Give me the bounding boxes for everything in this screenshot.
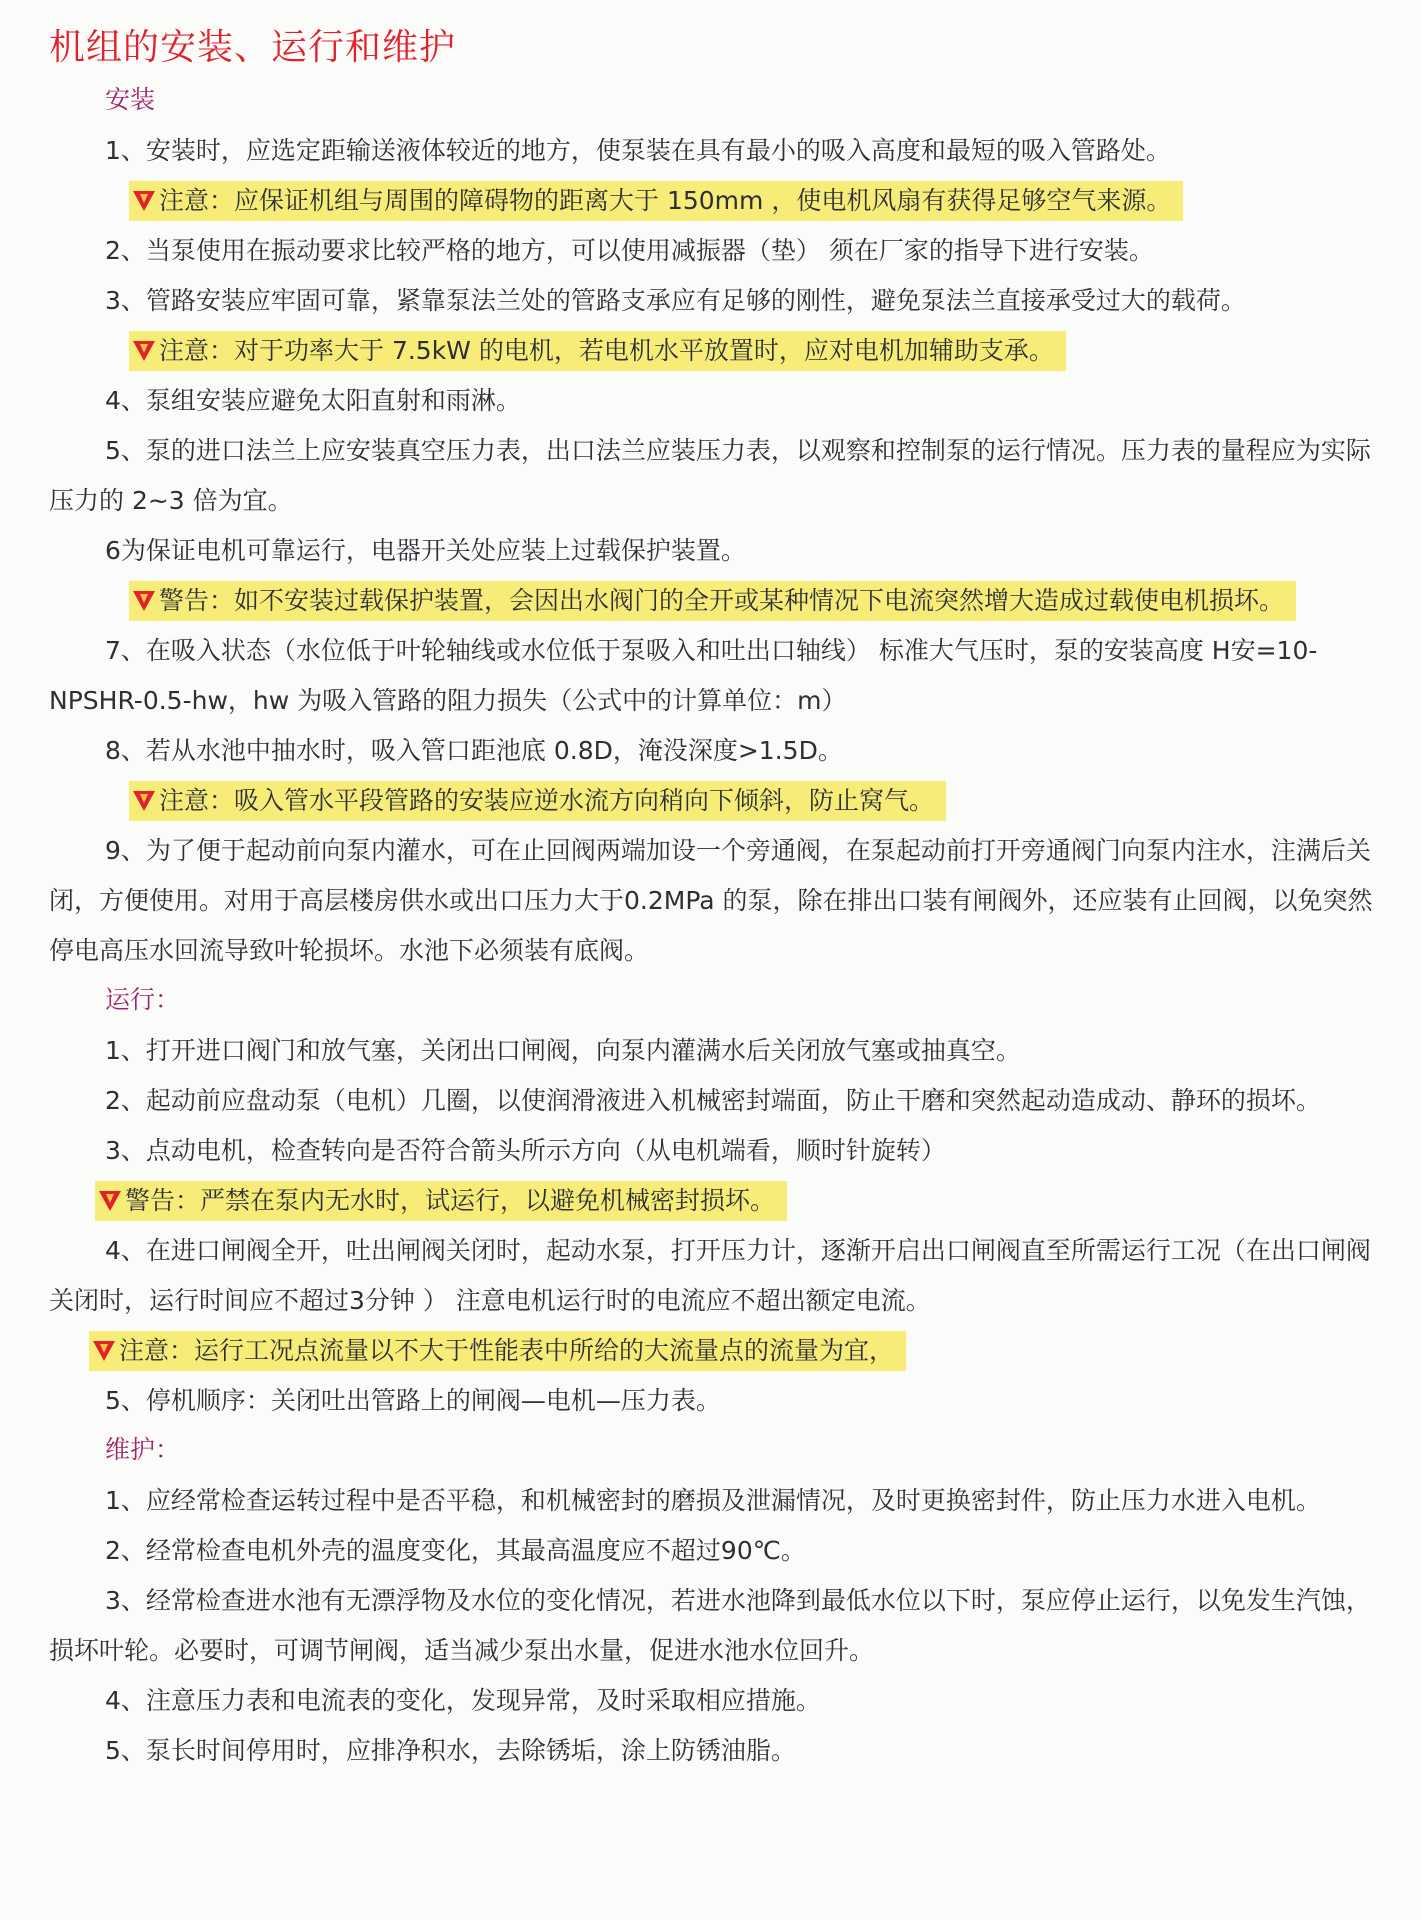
operate-item-5: 5、停机顺序：关闭吐出管路上的闸阀—电机—压力表。	[105, 1386, 721, 1415]
note-highlight	[95, 1181, 787, 1221]
operate-item-2: 2、起动前应盘动泵（电机）几圈，以使润滑液进入机械密封端面，防止干磨和突然起动造成动、静环的损坏。	[105, 1086, 1321, 1115]
note-text: 警告：如不安装过载保护装置，会因出水阀门的全开或某种情况下电流突然增大造成过载使电机损坏。	[159, 586, 1285, 615]
install-item-1: 1、安装时，应选定距输送液体较近的地方，使泵装在具有最小的吸入高度和最短的吸入管路处。	[105, 136, 1171, 165]
page-title: 机组的安装、运行和维护	[49, 27, 457, 68]
warning-triangle-icon	[99, 1191, 121, 1211]
warning-triangle-icon	[93, 1341, 115, 1361]
install-item-5: 5、泵的进口法兰上应安装真空压力表，出口法兰应装压力表，以观察和控制泵的运行情况。压力表的量程应为实际压力的 2~3 倍为宜。	[49, 436, 1371, 515]
note-highlight	[129, 331, 1066, 371]
install-warning-1	[129, 576, 1392, 626]
note-text: 注意：对于功率大于 7.5kW 的电机，若电机水平放置时，应对电机加辅助支承。	[159, 336, 1054, 365]
install-note-1	[129, 176, 1392, 226]
install-item-8: 8、若从水池中抽水时，吸入管口距池底 0.8D，淹没深度>1.5D。	[105, 736, 843, 765]
maintain-item-2: 2、经常检查电机外壳的温度变化，其最高温度应不超过90℃。	[105, 1536, 806, 1565]
note-text: 警告：严禁在泵内无水时，试运行，以避免机械密封损坏。	[125, 1186, 776, 1215]
section-heading-install: 安装	[105, 85, 156, 114]
maintain-item-4: 4、注意压力表和电流表的变化，发现异常，及时采取相应措施。	[105, 1686, 821, 1715]
note-highlight	[129, 781, 946, 821]
section-heading-operate: 运行：	[105, 985, 181, 1014]
install-note-2	[129, 326, 1392, 376]
maintain-item-5: 5、泵长时间停用时，应排净积水，去除锈垢，涂上防锈油脂。	[105, 1736, 796, 1765]
note-highlight	[129, 181, 1183, 221]
warning-triangle-icon	[133, 341, 155, 361]
maintain-item-1: 1、应经常检查运转过程中是否平稳，和机械密封的磨损及泄漏情况，及时更换密封件，防止压力水进入电机。	[105, 1486, 1321, 1515]
warning-triangle-icon	[133, 591, 155, 611]
note-highlight	[129, 581, 1296, 621]
operate-item-1: 1、打开进口阀门和放气塞，关闭出口闸阀，向泵内灌满水后关闭放气塞或抽真空。	[105, 1036, 1021, 1065]
install-item-9: 9、为了便于起动前向泵内灌水，可在止回阀两端加设一个旁通阀，在泵起动前打开旁通阀门向泵内注水，注满后关闭，方便使用。对用于高层楼房供水或出口压力大于0.2MPa 的泵，除在排出口装有闸阀外，还应装有止回阀，以免突然停电高压水回流导致叶轮损坏。水池下必须装有底阀。	[49, 836, 1373, 965]
warning-triangle-icon	[133, 191, 155, 211]
install-note-3	[129, 776, 1392, 826]
operate-note-1	[89, 1326, 1392, 1376]
maintain-item-3: 3、经常检查进水池有无漂浮物及水位的变化情况，若进水池降到最低水位以下时，泵应停止运行，以免发生汽蚀，损坏叶轮。必要时，可调节闸阀，适当减少泵出水量，促进水池水位回升。	[49, 1586, 1371, 1665]
note-text: 注意：吸入管水平段管路的安装应逆水流方向稍向下倾斜，防止窝气。	[159, 786, 935, 815]
install-item-6: 6为保证电机可靠运行，电器开关处应装上过载保护装置。	[105, 536, 746, 565]
operate-item-3: 3、点动电机，检查转向是否符合箭头所示方向（从电机端看，顺时针旋转）	[105, 1136, 946, 1165]
section-heading-maintain: 维护：	[105, 1435, 181, 1464]
note-text: 注意：运行工况点流量以不大于性能表中所给的大流量点的流量为宜，	[119, 1336, 895, 1365]
note-highlight	[89, 1331, 906, 1371]
install-item-4: 4、泵组安装应避免太阳直射和雨淋。	[105, 386, 521, 415]
operate-item-4: 4、在进口闸阀全开，吐出闸阀关闭时，起动水泵，打开压力计，逐渐开启出口闸阀直至所需运行工况（在出口闸阀关闭时，运行时间应不超过3分钟 ） 注意电机运行时的电流应不超出额定电流。	[49, 1236, 1371, 1315]
operate-warning-1	[95, 1176, 1392, 1226]
install-item-3: 3、管路安装应牢固可靠，紧靠泵法兰处的管路支承应有足够的刚性，避免泵法兰直接承受过大的载荷。	[105, 286, 1246, 315]
install-item-7: 7、在吸入状态（水位低于叶轮轴线或水位低于泵吸入和吐出口轴线） 标准大气压时，泵的安装高度 H安=10-NPSHR-0.5-hw，hw 为吸入管路的阻力损失（公式中的计算单位：m）	[49, 636, 1318, 715]
warning-triangle-icon	[133, 791, 155, 811]
note-text: 注意：应保证机组与周围的障碍物的距离大于 150mm ，使电机风扇有获得足够空气来源。	[159, 186, 1172, 215]
install-item-2: 2、当泵使用在振动要求比较严格的地方，可以使用减振器（垫） 须在厂家的指导下进行安装。	[105, 236, 1154, 265]
